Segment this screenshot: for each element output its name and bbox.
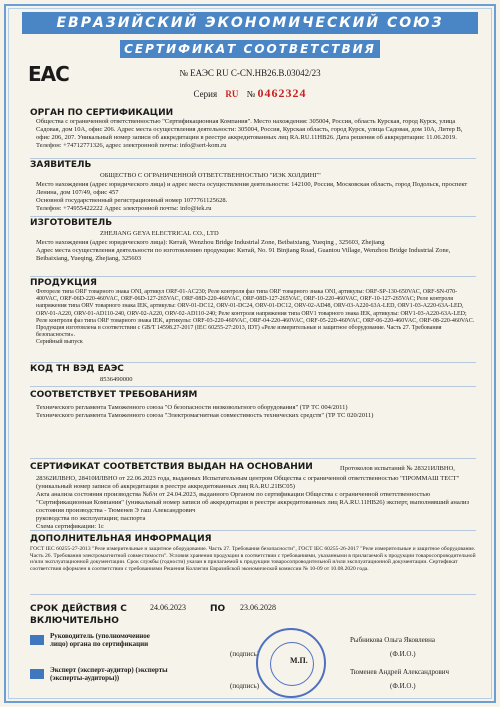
expert-name: Тюменев Андрей Александрович [350, 668, 450, 676]
series-prefix: № [246, 89, 256, 99]
validity-inclusive: ВКЛЮЧИТЕЛЬНО [30, 616, 119, 626]
additional-text: ГОСТ IEC 60255-27-2013 "Реле измерительные и защитное оборудование. Часть 27. Требования безопасности", ГОСТ IEC 60255-26-2017 "Реле измерительные и защитное оборудование. Часть 26. Требования электромагнитной совместимости". Условия хранения продукции в соответствии с требованиями, указанными в прилагаемой к продукции товаросопроводительной и/или эксплуатационной документации. Срок службы (годности) указан в прилагаемой к продукции товаросопроводительной и/или эксплуатационной документации. Сертификат соответствия оформлен в соответствии с требованиями Решения Коллегии Евразийской экономической комиссии № 10-09 от 10.08.2020 года. [30, 546, 476, 572]
expert-sign-caption: (подпись) [230, 682, 260, 690]
divider [30, 594, 476, 595]
series-label: Серия [193, 89, 218, 99]
section-title-basis: СЕРТИФИКАТ СООТВЕТСТВИЯ ВЫДАН НА ОСНОВАНИИ [30, 462, 313, 472]
union-banner: ЕВРАЗИЙСКИЙ ЭКОНОМИЧЕСКИЙ СОЮЗ [22, 12, 478, 34]
applicant-text: Место нахождения (адрес юридического лица) и адрес места осуществления деятельности: 142100, Россия, Московская область, город Подольск, проспект Ленина, дом 107/49, офис 457 Основной государственный регистрационный номер 1077761125628. Телефон: +74955422222 Адрес электронной почты: info@iek.ru [36, 181, 468, 212]
divider [30, 458, 476, 459]
divider [30, 386, 476, 387]
section-title-applicant: ЗАЯВИТЕЛЬ [30, 160, 92, 170]
validity-from: 24.06.2023 [150, 603, 186, 612]
manufacturer-name: ZHEJIANG GEYA ELECTRICAL CO., LTD [100, 230, 219, 237]
head-fio-caption: (Ф.И.О.) [390, 650, 416, 658]
validity-title: СРОК ДЕЙСТВИЯ С [30, 604, 127, 614]
expert-fio-caption: (Ф.И.О.) [390, 682, 416, 690]
section-title-additional: ДОПОЛНИТЕЛЬНАЯ ИНФОРМАЦИЯ [30, 534, 212, 544]
series-code: RU [225, 89, 239, 99]
conformity-text: Технического регламента Таможенного союза "О безопасности низковольтного оборудования" (ТР ТС 004/2011) Технического регламента Таможенного союза "Электромагнитная совместимость технических средств" (ТР ТС 020/2011) [36, 404, 374, 419]
basis-protocols: Протоколов испытаний № 28321ИЛВНО, [340, 465, 455, 472]
divider [30, 216, 476, 217]
validity-to-label: ПО [210, 604, 226, 614]
head-icon [30, 635, 44, 645]
divider [30, 158, 476, 159]
eac-mark: EAC [28, 62, 69, 86]
tnved-value: 8536490000 [100, 376, 133, 383]
section-title-product: ПРОДУКЦИЯ [30, 278, 97, 288]
signature-block [30, 632, 476, 698]
certificate-number: № ЕАЭС RU C-CN.НВ26.В.03042/23 [179, 68, 321, 78]
seal-label: М.П. [290, 656, 308, 665]
section-title-tnved: КОД ТН ВЭД ЕАЭС [30, 364, 124, 374]
applicant-name: ОБЩЕСТВО С ОГРАНИЧЕННОЙ ОТВЕТСТВЕННОСТЬЮ "ИЭК ХОЛДИНГ" [100, 172, 321, 179]
divider [30, 276, 476, 277]
head-sign-caption: (подпись) [230, 650, 260, 658]
validity-to: 23.06.2028 [240, 603, 276, 612]
section-title-conformity: СООТВЕТСТВУЕТ ТРЕБОВАНИЯМ [30, 390, 198, 400]
head-name: Рыбникова Ольга Яковлевна [350, 636, 435, 644]
manufacturer-text: Место нахождения (адрес юридического лица): Китай, Wenzhou Bridge Industrial Zone, Beibaixiang, Yueqing , 325603, Zhejiang Адрес места осуществления деятельности по изготовлению продукции: Китай, No. 91 Binjiang Road, Guantou Village, Wenzhou Bridge Industrial Zone, Beibaixiang, Yueqing, Zhejiang, 325603 [36, 239, 451, 262]
product-text: Фотореле типа ORF товарного знака ONI, артикул ORF-01-AC230; Реле контроля фаз типа ORF товарного знака ONI, артикулы: ORF-SP-130-650VAC, ORF-SN-070-400VAC, ORF-06D-220-460VAC, ORF-06D-127-265VAC, ORF-08D-220-460VAC, ORF-08D-127-265VAC, ORF-10-220-460VAC, ORF-10-127-265VAC; Реле контроля напряжения типа ORV товарного знака IEK, артикулы: ORV-01-DC12, ORV-01-DC24, ORV-01-DC12, ORV-02-AD48, ORV-03-A220-63A-LED, ORV1-03-A220-63A-LED, ORV-01-A220, ORV-01-AD110-240, ORV-02-A220, ORV-02-AD110-240; Реле контроля напряжения типа ORV1 товарного знака IEK, артикулы: ORV1-03-A220-63A-LED; Реле контроля фаз типа ORF товарного знака IEK, артикулы: ORF-03-220-460VAC, ORF-04-220-460VAC, ORF-05-220-460VAC, ORF-06-220-460VAC, ORF-08-220-460VAC. Продукция изготовлена в соответствии с GB/T 14598.27-2017 (IEC 60255-27:2013, IDT) «Реле измерительные и защитное оборудование. Часть 27. Требования безопасности». Серийный выпуск [36, 289, 475, 346]
divider [30, 362, 476, 363]
basis-text: 28362ИЛВНО, 28410ИЛВНО от 22.06.2023 года, выданных Испытательным центром Общества с ограниченной ответственностью "ПРОММАШ ТЕСТ" (уникальный номер записи об аккредитации в реестре аккредитованных лиц RA.RU.21ВС05) Акта анализа состояния производства №б/н от 24.04.2023, выданного Органом по сертификации Общества с ограниченной ответственностью "Сертификационная Компания" (уникальный номер записи об аккредитации в реестре аккредитованных лиц RA.RU.11НВ26) эксперт, выполнявший анализ состояния производства - Тюменев Э гаш Александрович руководства по эксплуатации; паспорта Схема сертификации: 1с [36, 475, 470, 530]
series-number: 0462324 [257, 86, 307, 100]
head-label: Руководитель (уполномоченное лицо) органа по сертификации [50, 632, 150, 648]
section-title-manufacturer: ИЗГОТОВИТЕЛЬ [30, 218, 113, 228]
divider [30, 530, 476, 531]
body-text: Общества с ограниченной ответственностью "Сертификационная Компания". Место нахождения: 305004, Россия, область Курская, город Курск, улица Садовая, дом 10А, офис 206. Адрес места осуществления деятельности: 305004, Россия, Курская область, город Курск, улица Садовая, дом 10А, Литер В, офис 206, 207. Уникальный номер записи об аккредитации в реестре аккредитованных лиц RA.RU.11НВ26. Дата решения об аккредитации: 11.06.2019. Телефон: +74712771326, адрес электронной почты: info@sert-kom.ru [36, 118, 463, 149]
section-title-body: ОРГАН ПО СЕРТИФИКАЦИИ [30, 108, 174, 118]
expert-icon [30, 669, 44, 679]
certificate-title: СЕРТИФИКАТ СООТВЕТСТВИЯ [120, 40, 380, 58]
series-line [0, 86, 500, 101]
expert-label: Эксперт (эксперт-аудитор) (эксперты (эксперты-аудиторы)) [50, 666, 168, 682]
